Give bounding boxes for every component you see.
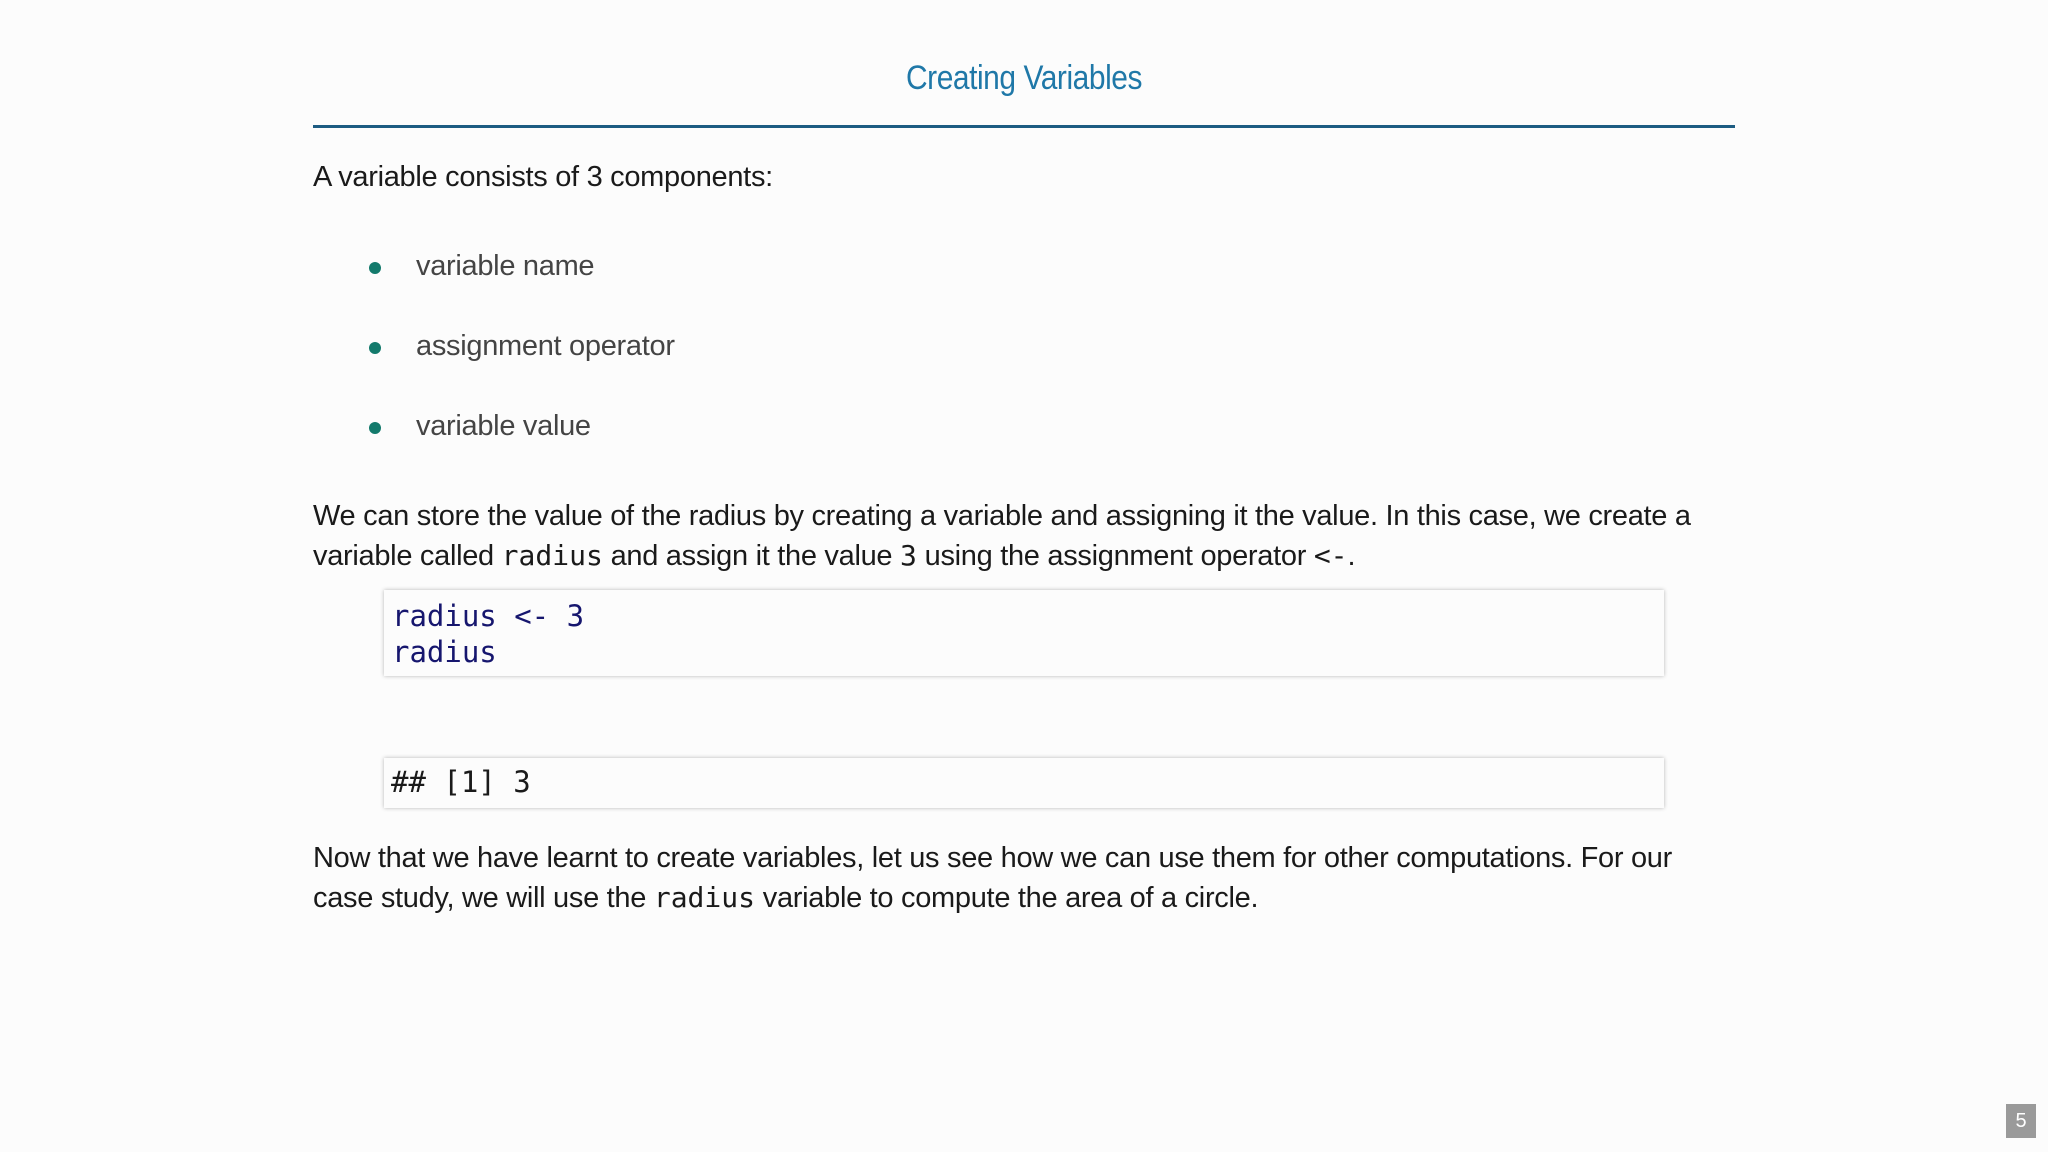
list-item (369, 246, 675, 326)
list-item-label: assignment operator (416, 330, 675, 362)
code-line: ## [1] 3 (391, 765, 531, 799)
code-output-block[interactable] (384, 758, 1664, 808)
paragraph-text: . (1347, 540, 1356, 572)
list-item (369, 326, 675, 406)
paragraph-text: Now that we have learnt to create variables, let us see how we can use them for other computations. For our case study, we will use the (313, 842, 1672, 914)
code-line: radius <- 3 (392, 599, 585, 633)
inline-code: radius (653, 881, 755, 914)
intro-paragraph: A variable consists of 3 components: (313, 161, 773, 193)
paragraph-text: We can store the value of the radius by creating a variable and assigning it the value. In this case, we create a variable called (313, 500, 1691, 572)
explanation-paragraph (313, 497, 1735, 576)
inline-code: radius (501, 539, 603, 572)
code-input-block[interactable] (384, 590, 1664, 676)
paragraph-text: and assign it the value (602, 540, 901, 572)
paragraph-text: using the assignment operator (916, 540, 1314, 572)
bullet-icon (369, 422, 381, 434)
inline-code: <- (1313, 539, 1348, 572)
list-item-label: variable value (416, 410, 591, 442)
bullet-icon (369, 342, 381, 354)
inline-code: 3 (900, 539, 917, 572)
code-line: radius (392, 635, 497, 669)
slide (313, 0, 1735, 1152)
slide-title: Creating Variables (905, 59, 1143, 97)
paragraph-text: variable to compute the area of a circle. (755, 882, 1259, 914)
component-list (369, 246, 675, 486)
conclusion-paragraph (313, 839, 1735, 918)
bullet-icon (369, 262, 381, 274)
title-bar (313, 52, 1735, 128)
list-item-label: variable name (416, 250, 595, 282)
list-item (369, 406, 675, 486)
page-number: 5 (2006, 1104, 2036, 1138)
